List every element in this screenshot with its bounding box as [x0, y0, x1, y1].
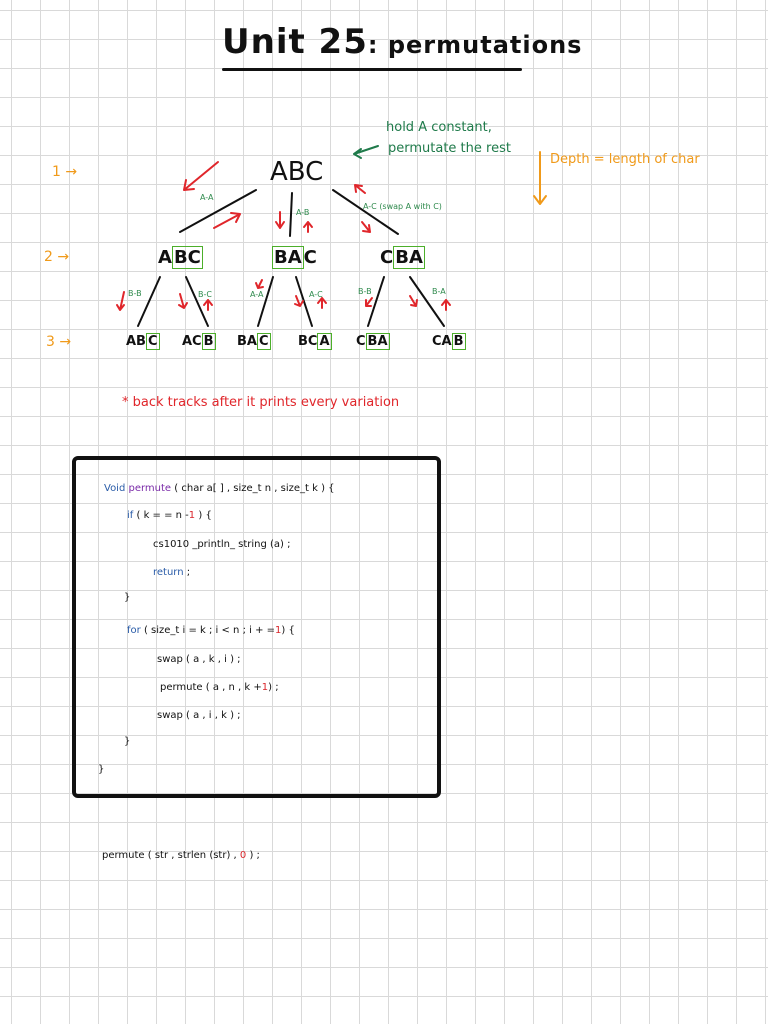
code-line-5: }: [124, 592, 131, 603]
code-keyword: for: [127, 625, 141, 636]
title-main: Unit 25: [222, 22, 368, 62]
node-text: A: [158, 247, 172, 268]
code-keyword: return: [153, 567, 184, 578]
tree-edge: [138, 277, 160, 326]
tree-root: ABC: [270, 157, 324, 187]
code-line-1: [104, 483, 335, 494]
node-highlight: A: [319, 334, 330, 349]
node-text: CA: [432, 334, 452, 349]
node-highlight: B: [453, 334, 464, 349]
depth-note: Depth = length of char: [550, 152, 700, 167]
arrow-green: [354, 146, 378, 158]
node-text: BA: [237, 334, 257, 349]
node-highlight: B: [203, 334, 214, 349]
node-text: BC: [298, 334, 318, 349]
code-keyword: Void: [104, 483, 126, 494]
code-line-3: cs1010 _println_ string (a) ;: [153, 539, 291, 550]
swap-label: B-B: [128, 289, 142, 298]
level-1-marker: 1 →: [52, 164, 78, 180]
code-text: ) {: [281, 625, 295, 636]
backtrack-note: * back tracks after it prints every variation: [122, 395, 400, 410]
code-text: ) ;: [249, 850, 260, 861]
arrow-red: [304, 222, 312, 232]
code-line-7: swap ( a , k , i ) ;: [157, 654, 241, 665]
arrow-red: [204, 300, 212, 310]
permute-call: [102, 850, 260, 861]
arrow-orange: [534, 152, 546, 204]
swap-label-root-left: A-A: [200, 193, 214, 202]
node-highlight: BA: [367, 334, 388, 349]
swap-label: B-C: [198, 290, 212, 299]
code-line-11: }: [98, 764, 105, 775]
node-highlight: BA: [274, 247, 302, 268]
code-text: ( size_t i = k ; i < n ; i + =: [143, 625, 276, 636]
code-text: ;: [183, 567, 191, 578]
title-sub: : permutations: [367, 31, 583, 59]
node-text: C: [356, 334, 366, 349]
arrow-red: [256, 280, 263, 288]
node-highlight: BC: [173, 247, 201, 268]
code-number: 1: [275, 625, 282, 636]
node-text: AC: [182, 334, 202, 349]
code-text: ( k = = n -: [136, 510, 189, 521]
arrow-red: [214, 213, 240, 228]
code-function: permute: [128, 483, 172, 494]
code-text: permute ( str , strlen (str) ,: [102, 850, 237, 861]
node-text: C: [303, 247, 317, 268]
swap-label-root-right: A-C (swap A with C): [363, 202, 442, 211]
code-line-6: [127, 625, 295, 636]
code-line-2: [127, 510, 212, 521]
node-highlight: C: [258, 334, 269, 349]
code-text: ( char a[ ] , size_t n , size_t k ) {: [174, 483, 335, 494]
tree-edge: [186, 277, 208, 326]
arrow-red: [442, 300, 450, 310]
arrow-red: [117, 292, 124, 310]
code-line-8: [160, 682, 279, 693]
arrow-red: [179, 294, 187, 308]
code-text: permute ( a , n , k +: [160, 682, 262, 693]
tree-edge: [290, 193, 292, 236]
arrow-red: [366, 298, 372, 306]
level-2-marker: 2 →: [44, 249, 70, 265]
code-line-10: }: [124, 736, 131, 747]
code-number: 1: [188, 510, 196, 521]
code-text: ) ;: [268, 682, 279, 693]
code-keyword: if: [127, 510, 134, 521]
node-highlight: BA: [395, 247, 423, 268]
code-number: 0: [239, 850, 247, 861]
arrow-red: [410, 296, 417, 306]
swap-label: A-A: [250, 290, 264, 299]
level-3-marker: 3 →: [46, 334, 72, 350]
swap-label: B-A: [432, 287, 446, 296]
code-text: ) {: [198, 510, 212, 521]
arrow-red: [318, 298, 326, 308]
note-hold-line1: hold A constant,: [386, 120, 492, 135]
swap-label: A-C: [309, 290, 323, 299]
arrow-red: [276, 212, 284, 228]
code-line-4: [153, 567, 190, 578]
arrow-red: [355, 185, 365, 193]
arrow-red: [184, 162, 218, 190]
node-highlight: C: [147, 334, 158, 349]
tree-edge: [410, 277, 444, 326]
code-line-9: swap ( a , i , k ) ;: [157, 710, 241, 721]
swap-label-root-mid: A-B: [296, 208, 310, 217]
swap-label: B-B: [358, 287, 372, 296]
node-text: C: [380, 247, 394, 268]
code-number: 1: [261, 682, 269, 693]
node-text: AB: [126, 334, 146, 349]
note-hold-line2: permutate the rest: [388, 141, 511, 156]
arrow-red: [362, 222, 370, 232]
